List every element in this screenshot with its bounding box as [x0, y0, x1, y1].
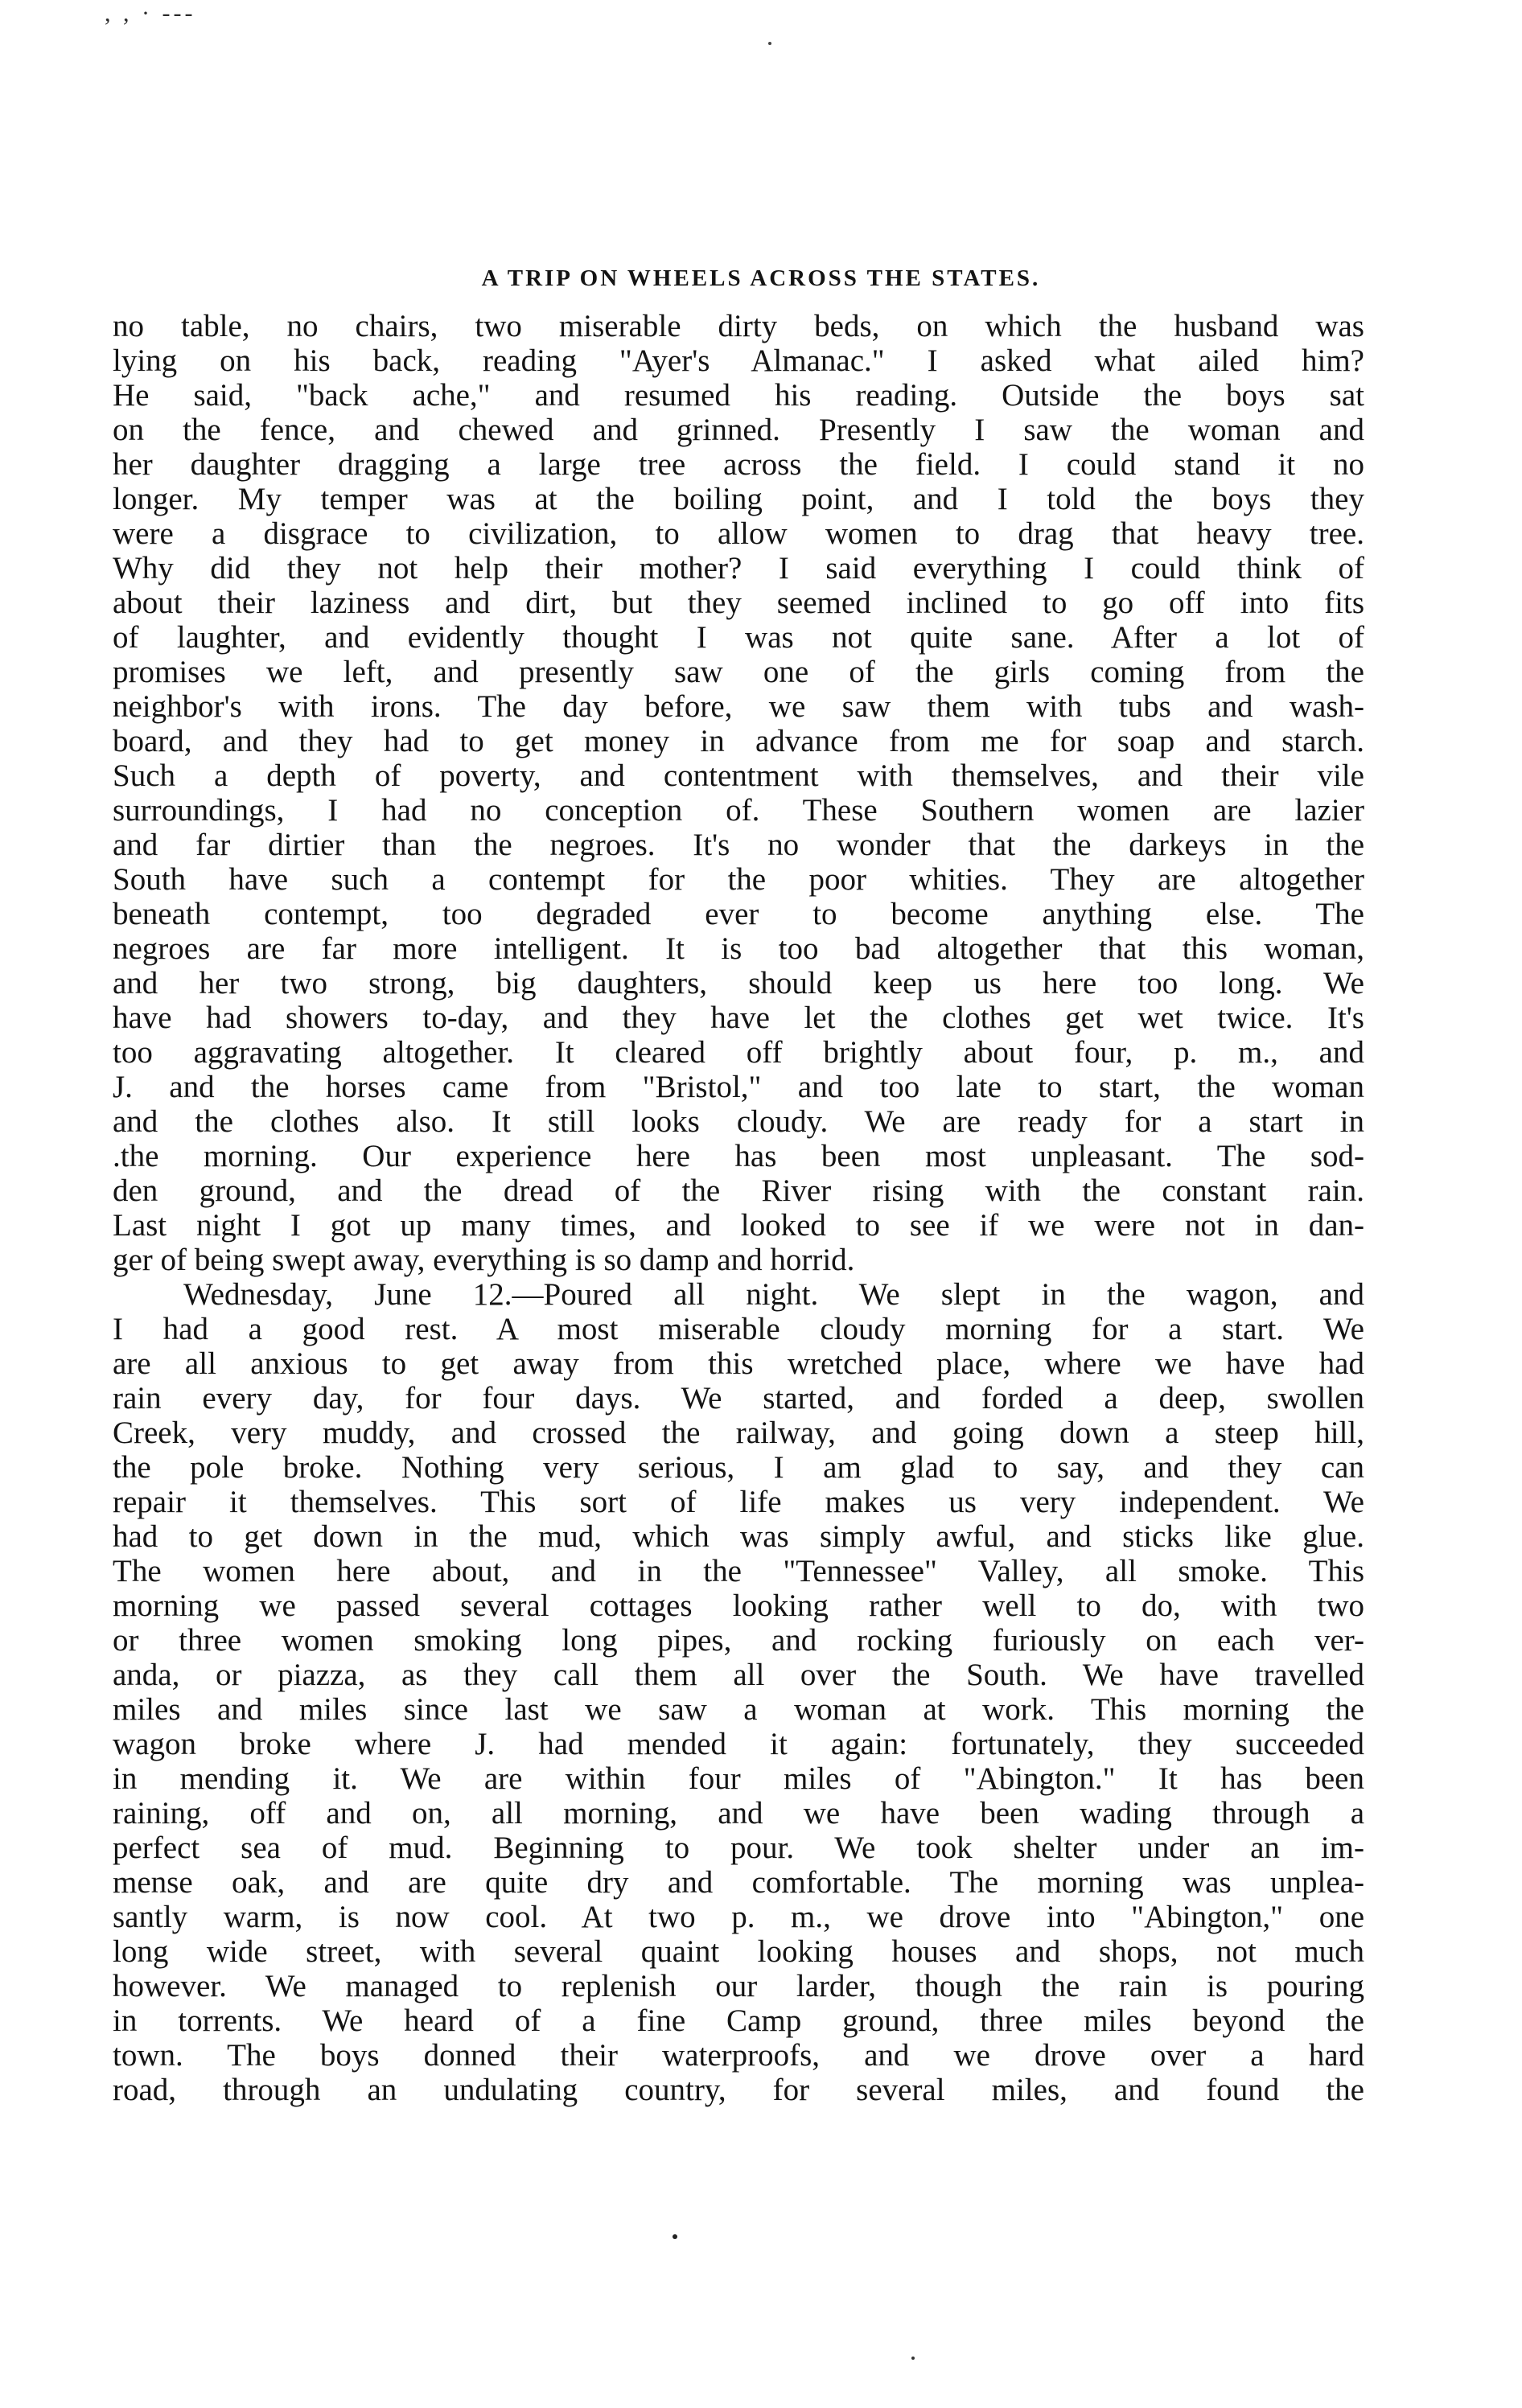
text-line: South have such a contempt for the poor whities. They are altogether [113, 862, 1364, 897]
text-line: den ground, and the dread of the River rising with the constant rain. [113, 1173, 1364, 1208]
text-line: board, and they had to get money in advance from me for soap and starch. [113, 724, 1364, 758]
text-line: ger of being swept away, everything is so damp and horrid. [113, 1243, 855, 1277]
text-line: and far dirtier than the negroes. It's no wonder that the darkeys in the [113, 828, 1364, 862]
text-line: and the clothes also. It still looks cloudy. We are ready for a start in [113, 1104, 1364, 1139]
text-line: morning we passed several cottages looking rather well to do, with two [113, 1588, 1364, 1623]
text-line: too aggravating altogether. It cleared off brightly about four, p. m., and [113, 1035, 1364, 1070]
top-margin-marks: , , · --- [105, 0, 196, 27]
text-line: have had showers to-day, and they have let the clothes get wet twice. It's [113, 1001, 1364, 1035]
text-line: Last night I got up many times, and looked to see if we were not in dan- [113, 1208, 1364, 1243]
text-line: J. and the horses came from "Bristol," and too late to start, the woman [113, 1070, 1364, 1104]
text-line: .the morning. Our experience here has been most unpleasant. The sod- [113, 1139, 1364, 1173]
text-line: of laughter, and evidently thought I was not quite sane. After a lot of [113, 620, 1364, 655]
text-line: He said, "back ache," and resumed his reading. Outside the boys sat [113, 378, 1364, 413]
text-line: The women here about, and in the "Tennessee" Valley, all smoke. This [113, 1554, 1364, 1588]
text-line: Why did they not help their mother? I said everything I could think of [113, 551, 1364, 586]
text-line: perfect sea of mud. Beginning to pour. We took shelter under an im- [113, 1831, 1364, 1865]
text-line: in torrents. We heard of a fine Camp ground, three miles beyond the [113, 2003, 1364, 2038]
text-line: are all anxious to get away from this wretched place, where we have had [113, 1346, 1364, 1381]
text-line: rain every day, for four days. We started, and forded a deep, swollen [113, 1381, 1364, 1416]
text-line: no table, no chairs, two miserable dirty beds, on which the husband was [113, 309, 1364, 343]
running-head: A TRIP ON WHEELS ACROSS THE STATES. [481, 265, 1041, 291]
text-line: miles and miles since last we saw a woman at work. This morning the [113, 1692, 1364, 1727]
text-line: the pole broke. Nothing very serious, I am glad to say, and they can [113, 1450, 1364, 1485]
text-line: anda, or piazza, as they call them all over the South. We have travelled [113, 1658, 1364, 1692]
text-line: lying on his back, reading "Ayer's Almanac." I asked what ailed him? [113, 343, 1364, 378]
text-line: I had a good rest. A most miserable cloudy morning for a start. We [113, 1312, 1364, 1346]
text-line: on the fence, and chewed and grinned. Presently I saw the woman and [113, 413, 1364, 447]
text-line: neighbor's with irons. The day before, we saw them with tubs and wash- [113, 689, 1364, 724]
text-line: santly warm, is now cool. At two p. m., we drove into "Abington," one [113, 1900, 1364, 1934]
ink-speck [768, 42, 771, 45]
text-line: raining, off and on, all morning, and we have been wading through a [113, 1796, 1364, 1831]
text-line: about their laziness and dirt, but they seemed inclined to go off into fits [113, 586, 1364, 620]
text-line: or three women smoking long pipes, and rocking furiously on each ver- [113, 1623, 1364, 1658]
text-line: mense oak, and are quite dry and comfortable. The morning was unplea- [113, 1865, 1364, 1900]
text-line: long wide street, with several quaint looking houses and shops, not much [113, 1934, 1364, 1969]
text-line: her daughter dragging a large tree across the field. I could stand it no [113, 447, 1364, 482]
text-line: promises we left, and presently saw one of the girls coming from the [113, 655, 1364, 689]
ink-dot [673, 2234, 677, 2239]
text-line: longer. My temper was at the boiling point, and I told the boys they [113, 482, 1364, 516]
text-line: wagon broke where J. had mended it again: fortunately, they succeeded [113, 1727, 1364, 1761]
text-line: beneath contempt, too degraded ever to become anything else. The [113, 897, 1364, 931]
text-line: town. The boys donned their waterproofs, and we drove over a hard [113, 2038, 1364, 2073]
text-line: in mending it. We are within four miles of "Abington." It has been [113, 1761, 1364, 1796]
text-line: Creek, very muddy, and crossed the railway, and going down a steep hill, [113, 1416, 1364, 1450]
text-line: Such a depth of poverty, and contentment with themselves, and their vile [113, 758, 1364, 793]
text-line: were a disgrace to civilization, to allow women to drag that heavy tree. [113, 516, 1364, 551]
text-line: repair it themselves. This sort of life makes us very independent. We [113, 1485, 1364, 1519]
text-line: had to get down in the mud, which was simply awful, and sticks like glue. [113, 1519, 1364, 1554]
text-line: surroundings, I had no conception of. These Southern women are lazier [113, 793, 1364, 828]
text-line: Wednesday, June 12.—Poured all night. We slept in the wagon, and [183, 1277, 1364, 1312]
body-text [113, 309, 1364, 2107]
text-line: and her two strong, big daughters, should keep us here too long. We [113, 966, 1364, 1001]
text-line: negroes are far more intelligent. It is too bad altogether that this woman, [113, 931, 1364, 966]
text-line: road, through an undulating country, for several miles, and found the [113, 2073, 1364, 2107]
ink-dot-small [911, 2357, 915, 2360]
text-line: however. We managed to replenish our larder, though the rain is pouring [113, 1969, 1364, 2003]
